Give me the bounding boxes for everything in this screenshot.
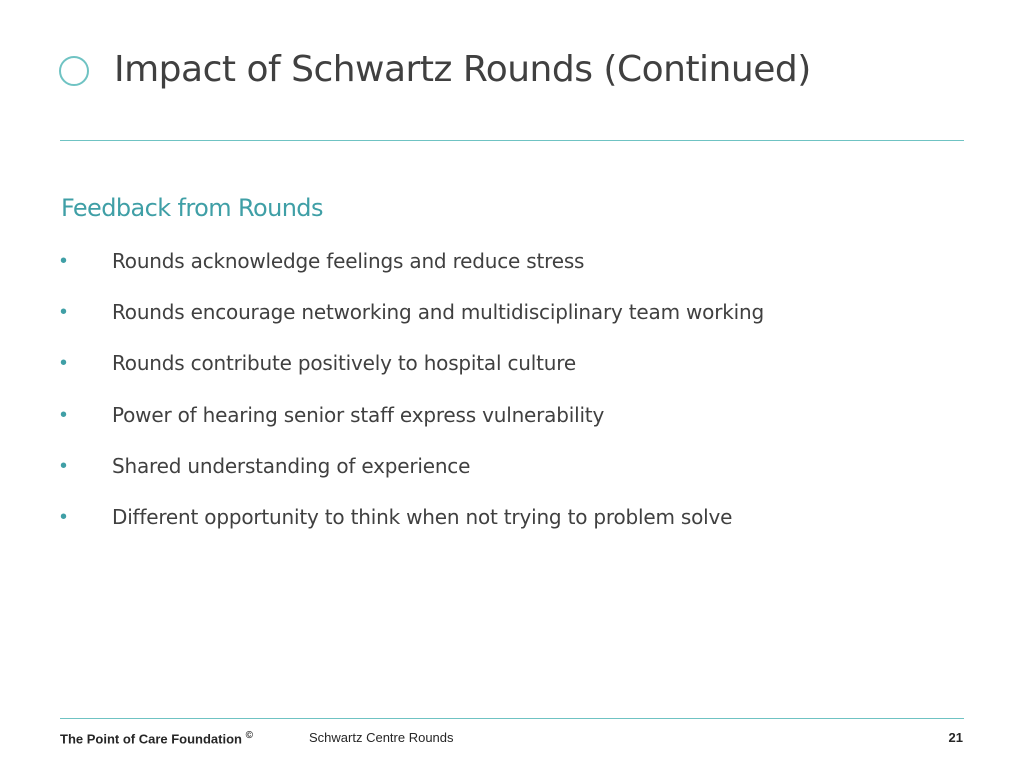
bullet-text: Rounds contribute positively to hospital culture	[112, 351, 576, 376]
bullet-item	[60, 448, 764, 499]
bullet-item	[60, 499, 764, 550]
title-circle-icon	[59, 56, 89, 86]
footer-program: Schwartz Centre Rounds	[309, 730, 454, 745]
bullet-icon: •	[60, 301, 68, 324]
bullet-icon: •	[60, 403, 68, 426]
footer-divider	[60, 718, 964, 719]
bullet-item	[60, 243, 764, 294]
copyright-symbol: ©	[245, 730, 253, 741]
footer-organization	[60, 730, 253, 746]
bullet-text: Power of hearing senior staff express vulnerability	[112, 402, 605, 427]
bullet-text: Rounds acknowledge feelings and reduce stress	[112, 249, 585, 273]
title-divider	[60, 140, 964, 141]
footer-organization-label: The Point of Care Foundation	[60, 731, 242, 747]
bullet-icon: •	[60, 454, 68, 477]
bullet-icon: •	[60, 250, 68, 272]
bullet-text: Rounds encourage networking and multidisciplinary team working	[112, 300, 764, 325]
bullet-list	[60, 243, 764, 550]
bullet-text: Different opportunity to think when not trying to problem solve	[112, 504, 733, 529]
bullet-item	[60, 345, 764, 396]
bullet-item	[60, 397, 764, 448]
slide-title: Impact of Schwartz Rounds (Continued)	[114, 49, 811, 90]
section-heading: Feedback from Rounds	[61, 194, 323, 222]
page-number: 21	[948, 730, 963, 745]
bullet-icon: •	[60, 352, 68, 375]
bullet-icon: •	[60, 505, 68, 528]
bullet-text: Shared understanding of experience	[112, 453, 471, 478]
bullet-item	[60, 294, 764, 345]
